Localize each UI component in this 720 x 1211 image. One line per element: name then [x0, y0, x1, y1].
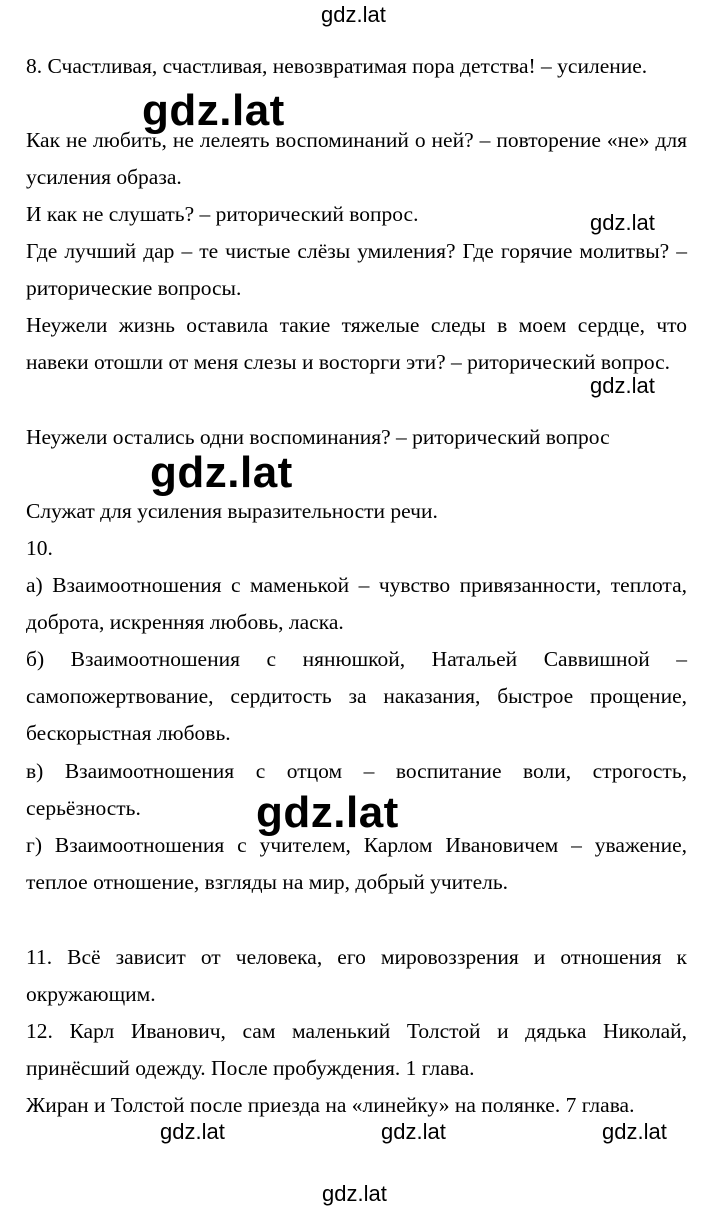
paragraph-rhetorical-1: И как не слушать? – риторический вопрос. [26, 202, 419, 226]
paragraph-rhetorical-4: Неужели остались одни воспоминания? – риторический вопрос [26, 425, 610, 449]
paragraph-10b: б) Взаимоотношения с нянюшкой, Натальей Саввишной – самопожертвование, сердитость за наказания, быстрое прощение, бескорыстная любовь. [26, 647, 687, 745]
paragraph-10a: а) Взаимоотношения с маменькой – чувство привязанности, теплота, доброта, искренняя любовь, ласка. [26, 573, 687, 634]
paragraph-10g: г) Взаимоотношения с учителем, Карлом Ивановичем – уважение, теплое отношение, взгляды на мир, добрый учитель. [26, 833, 687, 894]
watermark-top: gdz.lat [321, 2, 386, 27]
paragraph-rhetorical-3: Неужели жизнь оставила такие тяжелые следы в моем сердце, что навеки отошли от меня слезы и восторги эти? – риторический вопрос. [26, 313, 687, 374]
watermark-footer: gdz.lat [322, 1181, 387, 1206]
paragraph-10-heading: 10. [26, 536, 53, 560]
paragraph-rhetorical-2: Где лучший дар – те чистые слёзы умиления? Где горячие молитвы? – риторические вопросы. [26, 239, 687, 300]
paragraph-10v: в) Взаимоотношения с отцом – воспитание воли, строгость, серьёзность. [26, 759, 687, 820]
paragraph-conclusion: Служат для усиления выразительности речи. [26, 499, 438, 523]
paragraph-12: 12. Карл Иванович, сам маленький Толстой и дядька Николай, принёсший одежду. После пробуждения. 1 глава. [26, 1019, 687, 1080]
watermark-large-1: gdz.lat [142, 86, 285, 135]
paragraph-12-continued: Жиран и Толстой после приезда на «линейку» на полянке. 7 глава. [26, 1093, 635, 1117]
watermark-right-2: gdz.lat [590, 373, 655, 398]
watermark-large-2: gdz.lat [150, 448, 293, 497]
paragraph-repetition: Как не любить, не лелеять воспоминаний о ней? – повторение «не» для усиления образа. [26, 128, 687, 189]
watermark-right-1: gdz.lat [590, 210, 655, 235]
watermark-bottom-left: gdz.lat [160, 1119, 225, 1144]
watermark-large-3: gdz.lat [256, 788, 399, 837]
paragraph-8: 8. Счастливая, счастливая, невозвратимая пора детства! – усиление. [26, 54, 648, 78]
watermark-bottom-right: gdz.lat [602, 1119, 667, 1144]
paragraph-11: 11. Всё зависит от человека, его мировоззрения и отношения к окружающим. [26, 945, 687, 1006]
watermark-bottom-center: gdz.lat [381, 1119, 446, 1144]
